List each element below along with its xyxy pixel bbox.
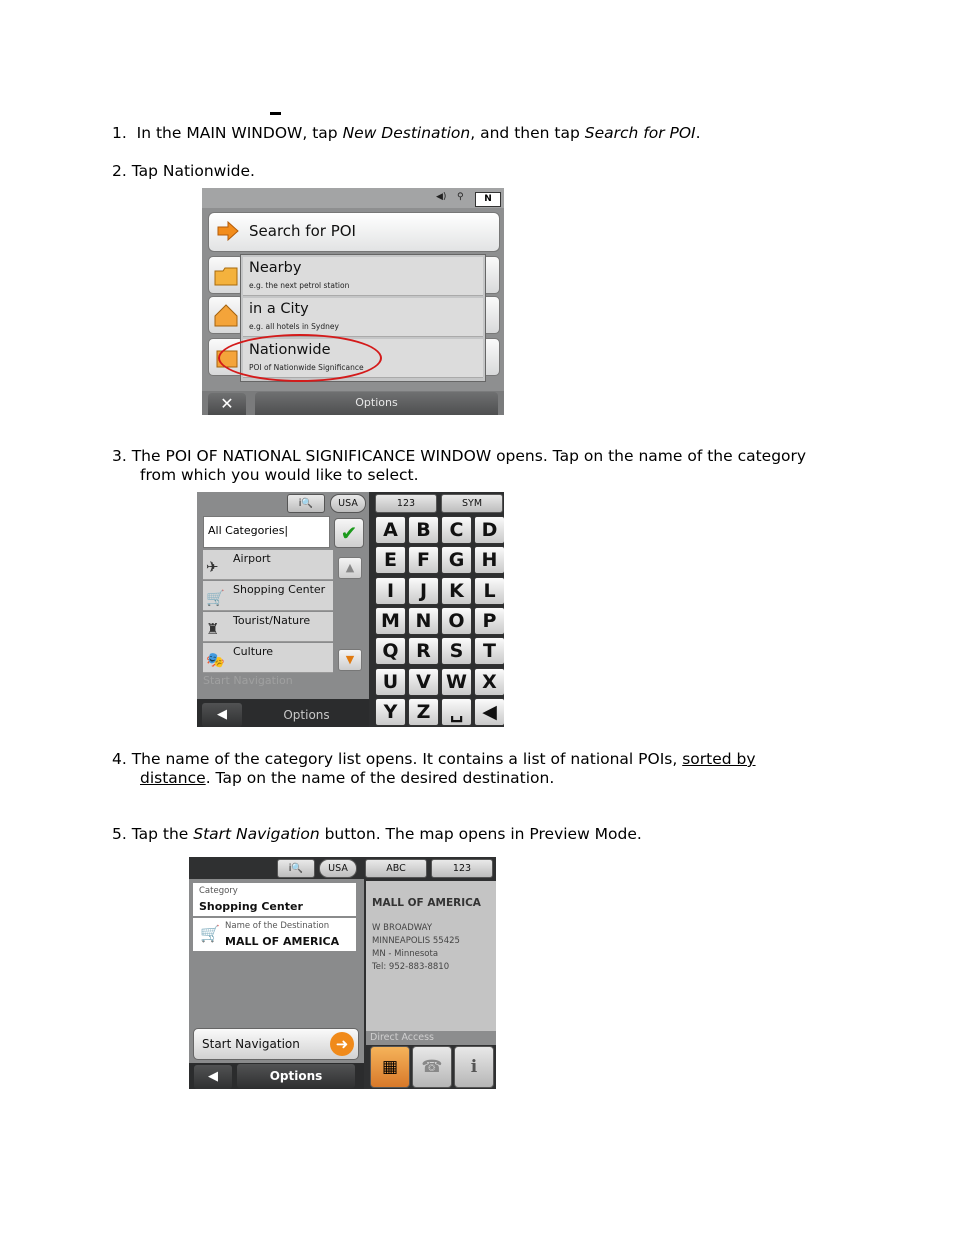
category-item-culture[interactable]: [203, 643, 333, 673]
category-item-tourist[interactable]: [203, 612, 333, 642]
key-o[interactable]: O: [441, 607, 472, 635]
tower-icon: ♜: [206, 620, 220, 638]
category-search-input[interactable]: [203, 516, 330, 548]
key-z[interactable]: Z: [408, 698, 439, 726]
phone-icon[interactable]: ☎: [412, 1046, 452, 1088]
menu-item-title: Nationwide: [249, 342, 331, 358]
alpha-keys-button[interactable]: ABC: [365, 859, 427, 878]
key-backspace[interactable]: ◀: [474, 698, 504, 726]
key-s[interactable]: S: [441, 637, 472, 665]
poi-detail-title: MALL OF AMERICA: [372, 897, 481, 909]
category-label: Culture: [233, 645, 274, 658]
start-navigation-disabled: Start Navigation: [203, 674, 293, 687]
airplane-icon: ✈: [206, 558, 219, 576]
category-label: Shopping Center: [233, 583, 326, 596]
poi-address-line: W BROADWAY: [372, 923, 433, 933]
key-k[interactable]: K: [441, 577, 472, 605]
menu-item-nearby[interactable]: [243, 257, 483, 296]
key-t[interactable]: T: [474, 637, 504, 665]
folder-icon[interactable]: [208, 256, 244, 294]
key-l[interactable]: L: [474, 577, 504, 605]
step-4-text: . Tap on the name of the desired destination.: [205, 769, 555, 787]
poi-detail-panel: [366, 881, 496, 1031]
close-button[interactable]: ✕: [208, 393, 246, 415]
category-item-airport[interactable]: [203, 550, 333, 580]
key-y[interactable]: Y: [375, 698, 406, 726]
key-f[interactable]: F: [408, 546, 439, 574]
sorted-by-link: sorted by: [682, 750, 756, 768]
key-w[interactable]: W: [441, 668, 472, 696]
step-4-line-2: [140, 769, 554, 788]
step-1-post: .: [695, 124, 701, 142]
key-c[interactable]: C: [441, 516, 472, 544]
poi-address-line: MN - Minnesota: [372, 949, 439, 959]
arrow-right-icon: ➜: [330, 1032, 354, 1056]
side-button-right: [484, 338, 500, 376]
key-d[interactable]: D: [474, 516, 504, 544]
menu-item-sub: e.g. the next petrol station: [249, 281, 350, 290]
back-button[interactable]: ◀: [202, 703, 242, 727]
arrow-right-icon: [217, 221, 239, 241]
key-q[interactable]: Q: [375, 637, 406, 665]
menu-item-title: Nearby: [249, 260, 302, 276]
theater-masks-icon: 🎭: [206, 651, 225, 669]
key-v[interactable]: V: [408, 668, 439, 696]
destination-field[interactable]: [193, 918, 356, 951]
category-label: Category: [199, 886, 238, 896]
options-button[interactable]: Options: [283, 708, 330, 722]
key-m[interactable]: M: [375, 607, 406, 635]
numeric-keys-button[interactable]: 123: [431, 859, 493, 878]
menu-item-sub: e.g. all hotels in Sydney: [249, 322, 339, 331]
home-icon[interactable]: [208, 296, 244, 334]
key-space[interactable]: ␣: [441, 698, 472, 726]
start-navigation-button[interactable]: [193, 1028, 359, 1060]
back-button[interactable]: ◀: [194, 1065, 232, 1089]
country-button[interactable]: USA: [319, 859, 357, 878]
start-navigation-label: Start Navigation: [202, 1037, 300, 1051]
step-1-number: 1.: [112, 124, 127, 142]
cart-icon: 🛒: [200, 924, 220, 943]
step-2: 2. Tap Nationwide.: [112, 162, 255, 180]
category-item-shopping[interactable]: [203, 581, 333, 611]
screenshot-search-for-poi: [202, 188, 504, 415]
destination-label: Name of the Destination: [225, 921, 330, 931]
step-4-text: 4. The name of the category list opens. It contains a list of national POIs,: [112, 750, 683, 768]
step-1-mid: , and then tap: [470, 124, 585, 142]
key-a[interactable]: A: [375, 516, 406, 544]
heading-dash: [270, 112, 281, 115]
direct-access-header: Direct Access: [366, 1031, 496, 1045]
category-label: Airport: [233, 552, 271, 565]
step-1-pre: In the MAIN WINDOW, tap: [136, 124, 343, 142]
scroll-down-button[interactable]: ▼: [338, 649, 362, 671]
scroll-up-button[interactable]: ▲: [338, 557, 362, 579]
north-badge: N: [475, 192, 501, 207]
step-3-line-2: from which you would like to select.: [140, 466, 419, 484]
search-for-poi-label: Search for POI: [249, 222, 356, 240]
screenshot-poi-details: [189, 857, 496, 1089]
key-i[interactable]: I: [375, 577, 406, 605]
info-icon[interactable]: i: [454, 1046, 494, 1088]
category-search-value: All Categories|: [208, 524, 289, 537]
key-j[interactable]: J: [408, 577, 439, 605]
menu-item-title: in a City: [249, 301, 309, 317]
step-1-new-destination: New Destination: [342, 124, 471, 142]
step-5: [112, 825, 642, 844]
poi-address-line: MINNEAPOLIS 55425: [372, 936, 460, 946]
country-button[interactable]: USA: [330, 494, 366, 513]
gps-icon: ⚲: [457, 192, 464, 202]
key-e[interactable]: E: [375, 546, 406, 574]
step-1-search-poi: Search for POI: [584, 124, 696, 142]
key-h[interactable]: H: [474, 546, 504, 574]
key-n[interactable]: N: [408, 607, 439, 635]
options-button[interactable]: Options: [237, 1064, 355, 1088]
highlight-circle: [218, 334, 382, 382]
step-4-line-1: [112, 750, 756, 769]
info-search-button[interactable]: i🔍: [287, 494, 325, 513]
map-icon[interactable]: ▦: [370, 1046, 410, 1088]
symbol-keys-button[interactable]: SYM: [441, 494, 503, 513]
confirm-check-button[interactable]: ✔: [334, 518, 364, 548]
poi-phone-line: Tel: 952-883-8810: [372, 962, 450, 972]
step-1: [112, 124, 701, 143]
step-5-start-navigation: Start Navigation: [193, 825, 320, 843]
numeric-keys-button[interactable]: 123: [375, 494, 437, 513]
menu-item-sub: POI of Nationwide Significance: [249, 363, 364, 372]
side-button-right: [484, 256, 500, 294]
category-value: Shopping Center: [199, 900, 303, 913]
menu-item-in-a-city[interactable]: [243, 298, 483, 337]
category-field[interactable]: [193, 883, 356, 916]
key-r[interactable]: R: [408, 637, 439, 665]
options-button[interactable]: Options: [255, 392, 498, 415]
step-3-line-1: 3. The POI OF NATIONAL SIGNIFICANCE WINDOW opens. Tap on the name of the category: [112, 447, 807, 465]
search-for-poi-title[interactable]: [208, 212, 500, 252]
speaker-icon: ◀): [436, 192, 447, 202]
screenshot-poi-national-significance: [197, 492, 504, 727]
category-label: Tourist/Nature: [233, 614, 311, 627]
key-u[interactable]: U: [375, 668, 406, 696]
distance-link: distance: [140, 769, 206, 787]
key-x[interactable]: X: [474, 668, 504, 696]
cart-icon: 🛒: [206, 589, 225, 607]
info-search-button[interactable]: i🔍: [277, 859, 315, 878]
step-5-text: 5. Tap the: [112, 825, 194, 843]
key-g[interactable]: G: [441, 546, 472, 574]
key-p[interactable]: P: [474, 607, 504, 635]
side-button-right: [484, 296, 500, 334]
key-b[interactable]: B: [408, 516, 439, 544]
destination-value: MALL OF AMERICA: [225, 935, 340, 948]
step-5-text: button. The map opens in Preview Mode.: [319, 825, 642, 843]
